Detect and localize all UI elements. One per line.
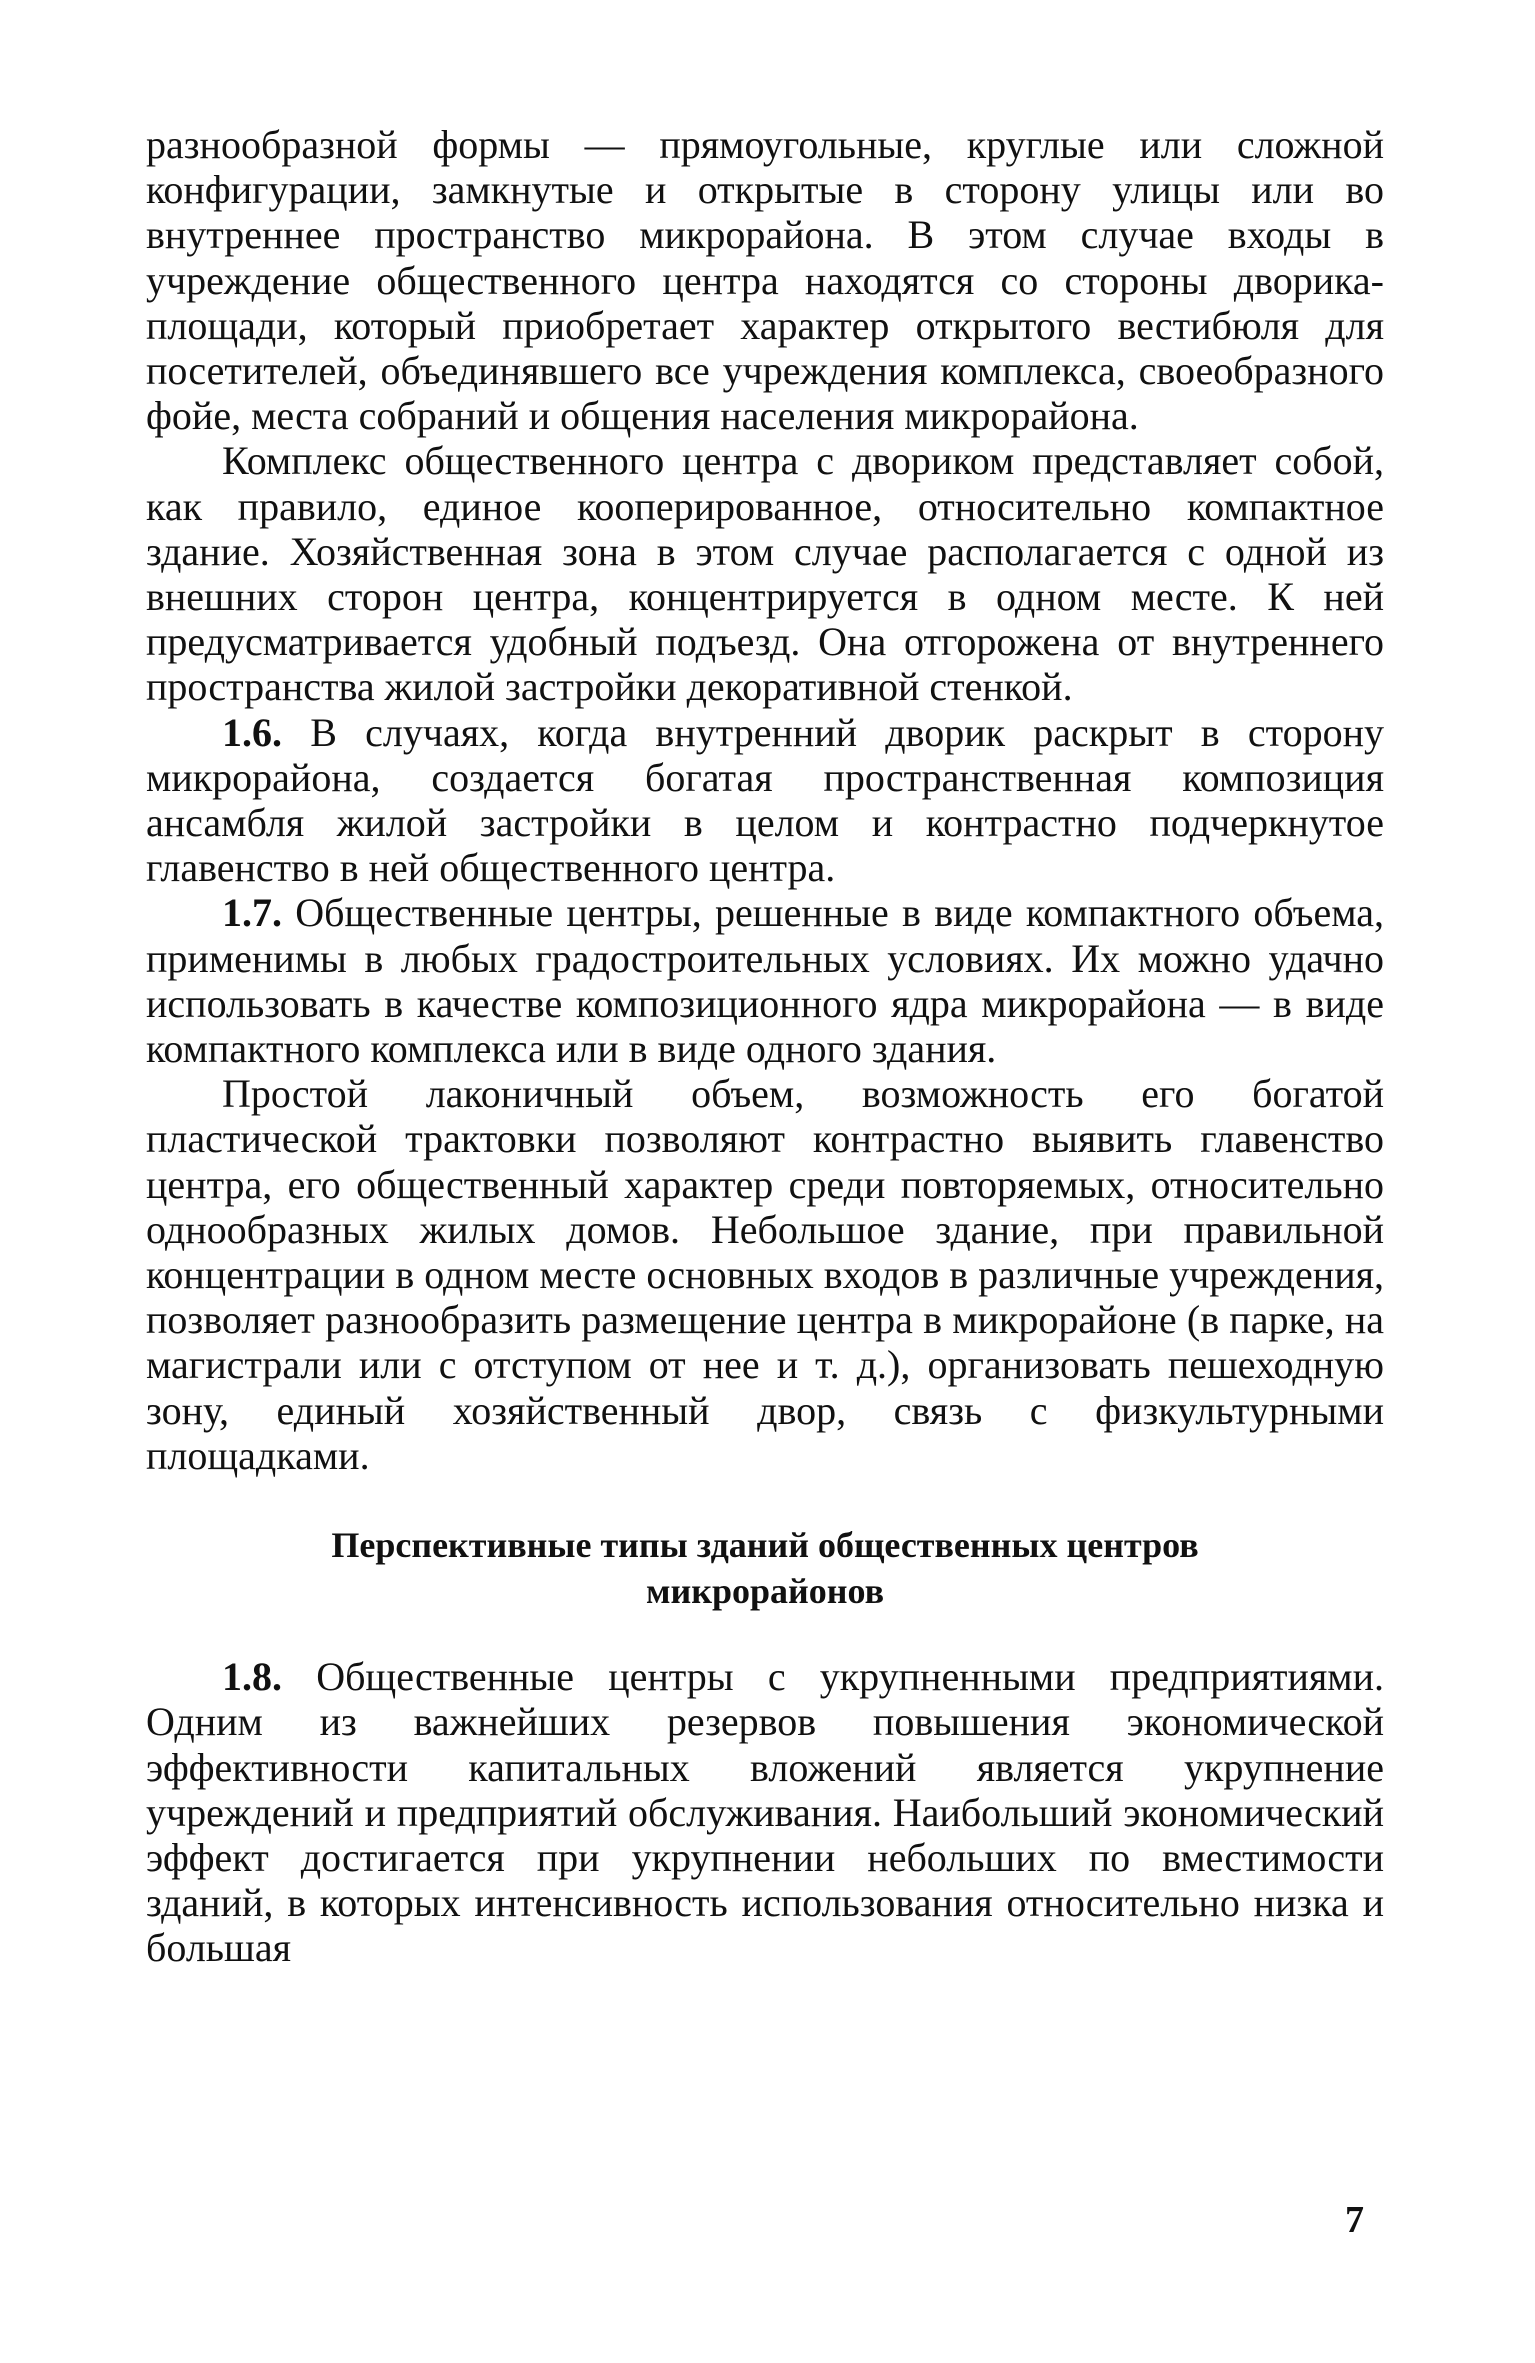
paragraph-text: Общественные центры, решенные в виде компактного объема, применимы в любых градостроительных условиях. Их можно удачно использовать в качестве композиционного ядра микрорайона — в виде компактного комплекса или в виде одного здания. bbox=[146, 890, 1385, 1072]
paragraph-complex-with-courtyard bbox=[146, 438, 1384, 709]
section-heading-line-1: Перспективные типы зданий общественных центров bbox=[331, 1525, 1199, 1566]
paragraph-1-7 bbox=[146, 890, 1384, 1071]
paragraph-number: 1.8. bbox=[222, 1654, 282, 1700]
paragraph-1-8 bbox=[146, 1654, 1384, 1970]
paragraph-text: Простой лаконичный объем, возможность его богатой пластической трактовки позволяют контрастно выявить главенство центра, его общественный характер среди повторяемых, относительно однообразных жилых домов. Небольшое здание, при правильной концентрации в одном месте основных входов в различные учреждения, позволяет разнообразить размещение центра в микрорайоне (в парке, на магистрали или с отступом от нее и т. д.), организовать пешеходную зону, единый хозяйственный двор, связь с физкультурными площадками. bbox=[146, 1071, 1384, 1478]
paragraph-text: В случаях, когда внутренний дворик раскрыт в сторону микрорайона, создается богатая пространственная композиция ансамбля жилой застройки в целом и контрастно подчеркнутое главенство в ней общественного центра. bbox=[146, 709, 1385, 891]
paragraph-text: Общественные центры с укрупненными предприятиями. Одним из важнейших резервов повышения экономической эффективности капитальных вложений является укрупнение учреждений и предприятий обслуживания. Наибольший экономический эффект достигается при укрупнении небольших по вместимости зданий, в которых интенсивность использования относительно низка и большая bbox=[146, 1654, 1385, 1971]
paragraph-1-6 bbox=[146, 710, 1384, 891]
paragraph-simple-volume bbox=[146, 1071, 1384, 1478]
section-heading bbox=[146, 1522, 1384, 1614]
section-heading-line-2: микрорайонов bbox=[645, 1571, 885, 1612]
paragraph-text: разнообразной формы — прямоугольные, круглые или сложной конфигурации, замкнутые и открытые в сторону улицы или во внутреннее пространство микрорайона. В этом случае входы в учреждение общественного центра находятся со стороны дворика-площади, который приобретает характер открытого вестибюля для посетителей, объединявшего все учреждения комплекса, своеобразного фойе, места собраний и общения населения микрорайона. bbox=[146, 122, 1384, 439]
paragraph-number: 1.6. bbox=[222, 709, 282, 755]
paragraph-text: Комплекс общественного центра с двориком представляет собой, как правило, единое кооперированное, относительно компактное здание. Хозяйственная зона в этом случае располагается с одной из внешних сторон центра, концентрируется в одном месте. К ней предусматривается удобный подъезд. Она отгорожена от внутреннего пространства жилой застройки декоративной стенкой. bbox=[146, 438, 1384, 710]
paragraph-number: 1.7. bbox=[222, 890, 282, 936]
page-body bbox=[146, 122, 1384, 1971]
page-number: 7 bbox=[1345, 2199, 1364, 2241]
paragraph-continuation bbox=[146, 122, 1384, 438]
